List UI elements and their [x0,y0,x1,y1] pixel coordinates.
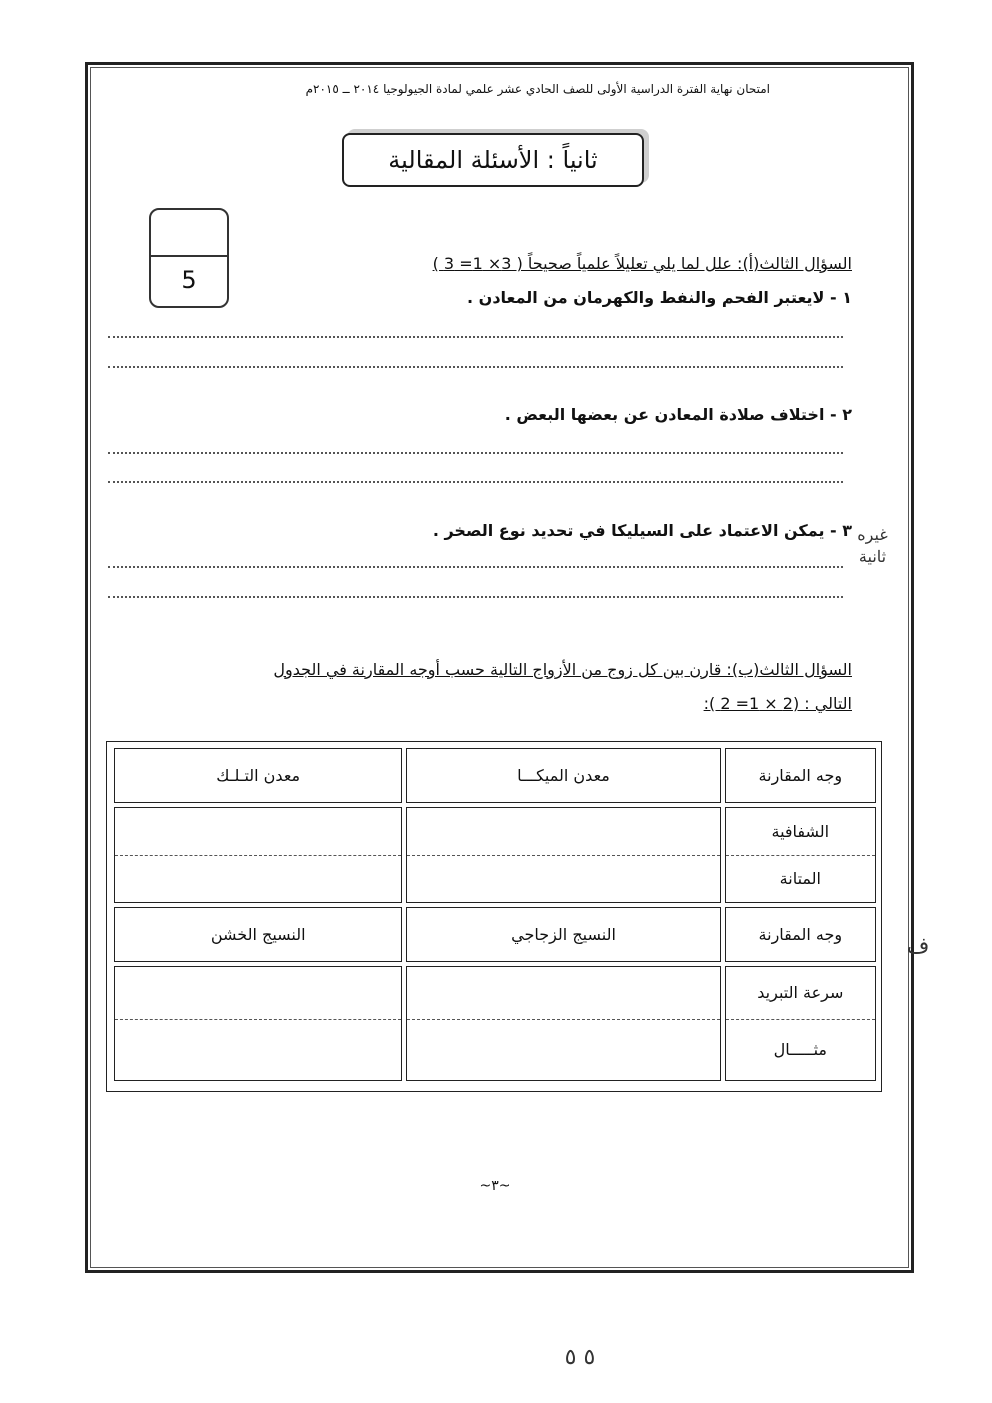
table-header-cell: وجه المقارنة [725,907,876,962]
table-header-cell: معدن التـلـك [114,748,402,803]
row-label: مثـــــال [726,1019,875,1080]
table-header-cell: النسيج الزجاجي [406,907,720,962]
answer-line [108,452,843,454]
exam-header: امتحان نهاية الفترة الدراسية الأولى للصف الحادي عشر علمي لمادة الجيولوجيا ٢٠١٤ ــ ٢٠١٥م [305,82,770,96]
row-label: الشفافية [771,822,830,841]
score-value: 5 [181,266,197,294]
answer-cell [406,966,720,1081]
table-label-cell [725,807,876,903]
q3b-prompt-line2: التالي : (2 × 1= 2 ): [703,694,852,713]
table-header-cell: النسيج الخشن [114,907,402,962]
table-header-row [114,748,876,803]
q3a-item-2: ٢ - اختلاف صلادة المعادن عن بعضها البعض . [504,405,852,424]
section-title: ثانياً : الأسئلة المقالية [342,133,644,187]
row-label: سرعة التبريد [757,983,844,1002]
page-number: ~٣~ [479,1178,511,1194]
q3a-item-1: ١ - لايعتبر الفحم والنفط والكهرمان من المعادن . [467,288,852,307]
table-row [114,807,876,903]
answer-line [108,596,843,598]
table-header-cell: معدن الميكـــا [406,748,720,803]
answer-line [108,481,843,483]
answer-cell [114,966,402,1081]
table-header-row [114,907,876,962]
row-label: المتانة [726,855,875,902]
q3b-prompt-line1: السؤال الثالث(ب): قارن بين كل زوج من الأزواج التالية حسب أوجه المقارنة في الجدول [273,660,852,679]
answer-line [108,566,843,568]
comparison-table [110,744,880,1085]
handwritten-page-mark: ٥ ٥ [564,1345,596,1370]
answer-cell [406,807,720,903]
handwritten-mark: ف [906,934,930,959]
q3a-item-3: ٣ - يمكن الاعتماد على السيليكا في تحديد نوع الصخر . [432,521,852,540]
q3a-prompt: السؤال الثالث(أ): علل لما يلي تعليلاً علمياً صحيحاً ( 3× 1= 3 ) [432,254,852,273]
table-header-cell: وجه المقارنة [725,748,876,803]
answer-line [108,336,843,338]
answer-line [108,366,843,368]
answer-cell [114,807,402,903]
table-label-cell [725,966,876,1081]
table-row [114,966,876,1081]
handwritten-margin-note: غيره ثانية [857,525,888,566]
